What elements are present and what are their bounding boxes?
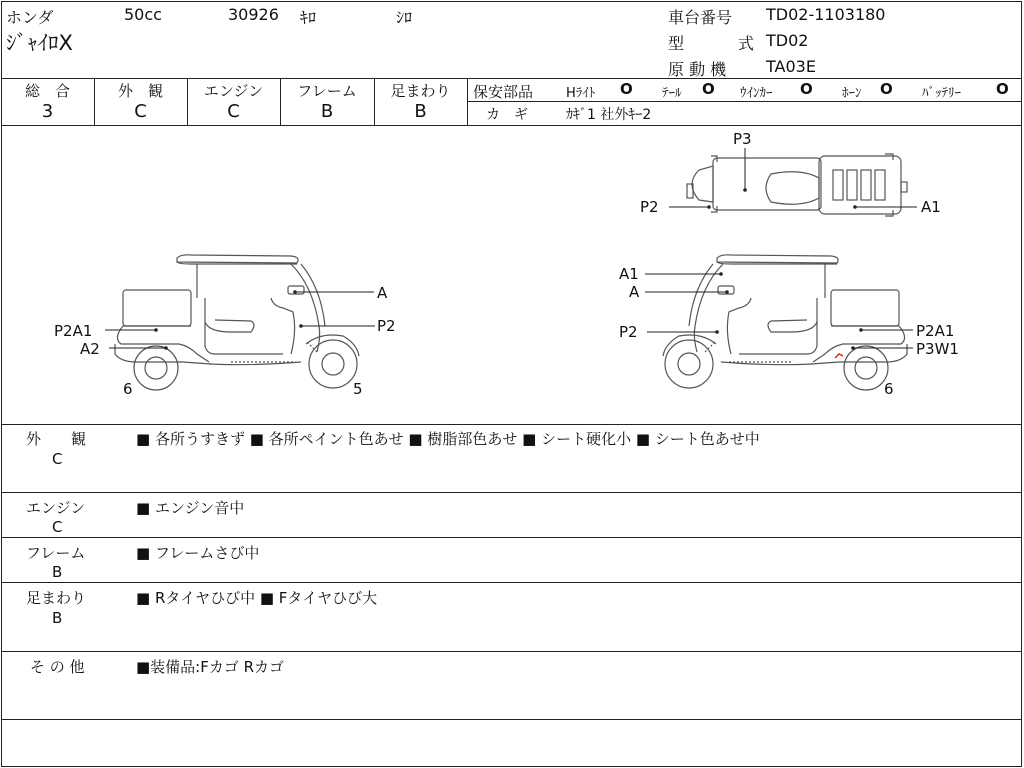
- mileage: 30926: [228, 5, 279, 24]
- label-right-6: 6: [884, 380, 894, 398]
- label-right-a: A: [629, 283, 640, 301]
- type-label-2: 式: [738, 34, 755, 53]
- engine-model-value: TA03E: [766, 57, 816, 76]
- section-frame-label: フレーム: [26, 544, 86, 562]
- section-exterior-label: 外 観: [26, 430, 87, 448]
- frame-grade-value: B: [320, 101, 334, 122]
- type-label-1: 型: [668, 34, 685, 53]
- overall-label: 総 合: [24, 82, 70, 100]
- label-left-p2: P2: [377, 317, 396, 335]
- safety-item-winker: ｳｲﾝｶｰ: [740, 86, 773, 101]
- engine-grade-label: エンジン: [203, 82, 264, 100]
- overall-value: 3: [41, 101, 54, 122]
- section-suspension-label: 足まわり: [26, 589, 87, 607]
- label-top-a1: A1: [921, 198, 941, 216]
- safety-item-tail: ﾃｰﾙ: [662, 86, 682, 101]
- engine-grade-value: C: [227, 101, 240, 122]
- chassis-label: 車台番号: [668, 8, 733, 27]
- key-value: ｶｷﾞ1 社外ｷｰ2: [566, 107, 652, 123]
- left-side-view: [115, 255, 359, 390]
- section-other-label: そ の 他: [30, 658, 85, 676]
- leader-lines: [105, 148, 917, 348]
- displacement: 50cc: [124, 5, 162, 24]
- exterior-grade-label: 外 観: [117, 82, 163, 100]
- label-left-6: 6: [123, 380, 133, 398]
- gyro-diagram-svg: [1, 126, 1022, 424]
- label-left-5: 5: [353, 380, 363, 398]
- section-suspension-grade: B: [52, 609, 63, 627]
- section-frame-grade: B: [52, 563, 63, 581]
- label-right-p2: P2: [619, 323, 638, 341]
- safety-mark-battery: O: [996, 80, 1009, 98]
- model-name: ｼﾞｬｲﾛX: [6, 31, 73, 55]
- safety-item-horn: ﾎｰﾝ: [842, 86, 862, 101]
- safety-label: 保安部品: [473, 83, 534, 101]
- section-suspension-text: ■ Rタイヤひび中 ■ Fタイヤひび大: [136, 589, 378, 607]
- damage-points: [154, 188, 863, 350]
- suspension-grade-label: 足まわり: [390, 82, 451, 100]
- red-mark: [835, 354, 843, 358]
- label-top-p2: P2: [640, 198, 659, 216]
- label-top-p3: P3: [733, 130, 752, 148]
- safety-mark-winker: O: [800, 80, 813, 98]
- damage-diagram: [1, 126, 1022, 424]
- color: ｼﾛ: [396, 8, 413, 27]
- section-engine-grade: C: [52, 518, 63, 536]
- right-side-view: [663, 255, 907, 390]
- safety-mark-horn: O: [880, 80, 893, 98]
- section-other-text: ■装備品:Fカゴ Rカゴ: [136, 658, 285, 676]
- frame-grade-label: フレーム: [297, 82, 357, 100]
- section-exterior-grade: C: [52, 450, 63, 468]
- label-left-a2: A2: [80, 340, 100, 358]
- label-left-p2a1: P2A1: [54, 322, 93, 340]
- safety-mark-tail: O: [702, 80, 715, 98]
- safety-mark-headlight: O: [620, 80, 633, 98]
- section-exterior-text: ■ 各所うすきず ■ 各所ペイント色あせ ■ 樹脂部色あせ ■ シート硬化小 ■ シート色あせ中: [136, 430, 760, 448]
- label-right-a1: A1: [619, 265, 639, 283]
- section-engine-label: エンジン: [26, 499, 86, 517]
- mileage-unit: ｷﾛ: [300, 8, 317, 27]
- label-right-p2a1: P2A1: [916, 322, 955, 340]
- safety-item-battery: ﾊﾞｯﾃﾘｰ: [922, 86, 961, 101]
- label-right-p3w1: P3W1: [916, 340, 959, 358]
- safety-item-headlight: Hﾗｲﾄ: [566, 86, 596, 101]
- exterior-grade-value: C: [134, 101, 147, 122]
- key-label: カ ギ: [486, 107, 528, 123]
- maker: ホンダ: [6, 8, 54, 27]
- type-value: TD02: [766, 31, 809, 50]
- section-engine-text: ■ エンジン音中: [136, 499, 245, 517]
- section-frame-text: ■ フレームさび中: [136, 544, 260, 562]
- suspension-grade-value: B: [414, 101, 427, 122]
- label-left-a: A: [377, 284, 388, 302]
- chassis-value: TD02-1103180: [766, 5, 886, 24]
- engine-model-label: 原 動 機: [668, 60, 727, 79]
